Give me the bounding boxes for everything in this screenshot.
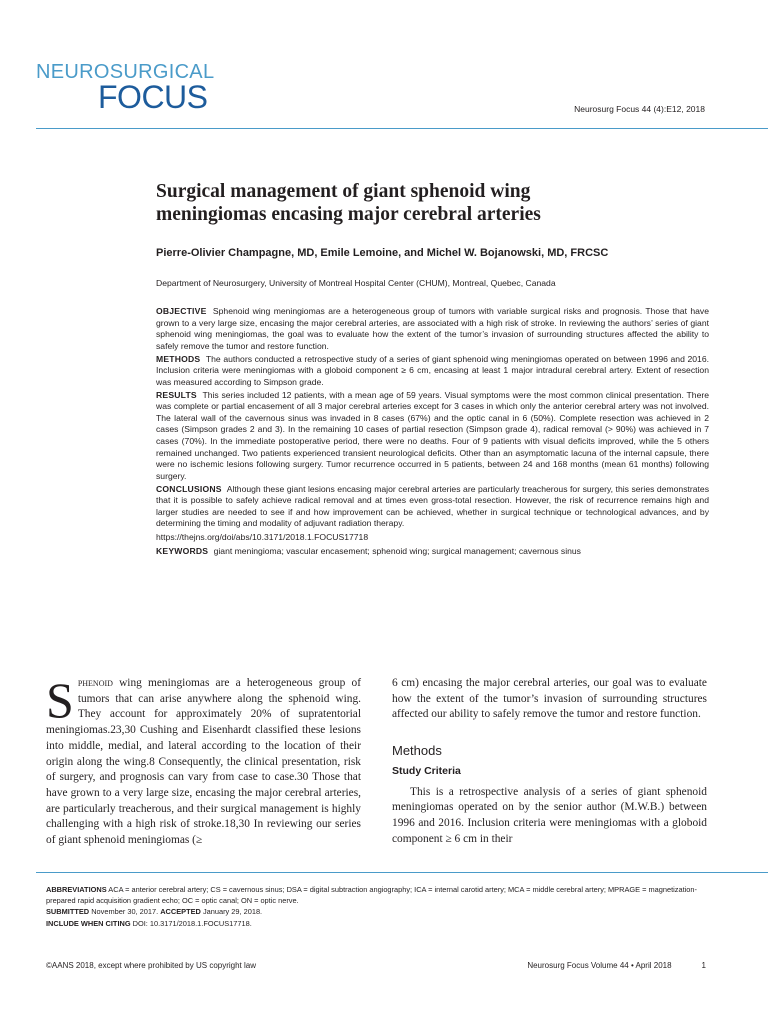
abstract-conclusions-text: Although these giant lesions encasing major cerebral arteries are particularly treacherous for surgery, this series demonstrates that it is possible to safely achieve radical removal and at times even gross-total resection. However, the risk of recurrence remains high and larger studies are needed to see if and how improvement can be achieved, whether in surgical technique or technological advances, and by determining the timing and modality of adjuvant radiation therapy. bbox=[156, 483, 710, 529]
intro-text-left: wing meningiomas are a heterogeneous group of tumors that can arise anywhere along the sphenoid wing. They account for approximately 20% of supratentorial meningiomas.23,30 Cushing and Eisenhardt classified these lesions into middle, medial, and lateral according to the location of their origin along the wing.8 Consequently, the clinical presentation, risk of surgery, and prognosis can vary from case to case.30 Those that have grown to a very large size, encasing the major cerebral arteries, are particularly treacherous, and their surgical management is highly challenging with a high risk of stroke.18,30 In reviewing our series of giant sphenoid meningiomas (≥ bbox=[46, 677, 361, 847]
intro-text-right: 6 cm) encasing the major cerebral arteries, our goal was to evaluate how the extent of the tumor’s invasion of surrounding structures affected our ability to safely remove the tumor and restore function. bbox=[392, 677, 707, 721]
body-column-right bbox=[392, 676, 707, 847]
journal-logo-top: NEUROSURGICAL bbox=[36, 61, 215, 83]
abstract-methods bbox=[156, 354, 709, 389]
journal-citation: Neurosurg Focus 44 (4):E12, 2018 bbox=[574, 104, 705, 114]
methods-heading: Methods bbox=[392, 743, 442, 759]
abstract-objective-label: OBJECTIVE bbox=[156, 306, 207, 316]
journal-logo-bottom: FOCUS bbox=[98, 79, 208, 115]
article-authors: Pierre-Olivier Champagne, MD, Emile Lemoine, and Michel W. Bojanowski, MD, FRCSC bbox=[156, 247, 609, 259]
abbreviations-note bbox=[46, 884, 710, 906]
include-doi: DOI: 10.3171/2018.1.FOCUS17718. bbox=[132, 918, 252, 928]
footer-journal-info bbox=[527, 961, 706, 970]
drop-cap: S bbox=[46, 672, 74, 728]
abstract-conclusions bbox=[156, 484, 709, 530]
keywords-label: KEYWORDS bbox=[156, 546, 209, 557]
abstract-keywords bbox=[156, 546, 709, 558]
doi-link[interactable]: https://thejns.org/doi/abs/10.3171/2018.1.FOCUS17718 bbox=[156, 531, 369, 542]
body-column-left bbox=[46, 672, 361, 849]
accepted-label: ACCEPTED bbox=[160, 907, 201, 917]
intro-lead-smallcaps: phenoid bbox=[77, 677, 113, 689]
submitted-label: SUBMITTED bbox=[46, 907, 90, 917]
study-criteria-heading: Study Criteria bbox=[392, 764, 461, 777]
abstract-conclusions-label: CONCLUSIONS bbox=[156, 483, 222, 494]
abstract-results-text: This series included 12 patients, with a mean age of 59 years. Visual symptoms were the most common clinical presentation. There was complete or partial encasement of all 3 major cerebral arteries except for 3 cases in which only the anterior cerebral artery was not involved. The lateral wall of the cavernous sinus was invaded in 8 cases (67%) and the optic canal in 6 (50%). Complete resection was achieved in 2 cases (Simpson grades 2 and 3). In the remaining 10 cases of partial resection (Simpson grade 4), radical removal (> 90%) was achieved in 7 cases (70%). In the immediate postoperative period, there were no deaths. Four of 9 patients with visual deficits improved, while the 5 others remained unchanged. Two patients experienced transient neurological deficits. Other than an asymptomatic lacuna of the internal capsule, there were no ischemic lesions following surgery. Tumor recurrence occurred in 5 patients, between 24 and 168 months (mean 61 months) following surgery. bbox=[156, 389, 709, 481]
footnote-divider bbox=[36, 872, 768, 873]
abstract-methods-text: The authors conducted a retrospective study of a series of giant sphenoid wing meningiomas operated on between 1996 and 2016. Inclusion criteria were meningiomas with a globoid component ≥ 6 cm, encasing at least 1 major intradural cerebral artery. Extent of resection was measured according to Simpson grade. bbox=[156, 353, 710, 387]
author-affiliation: Department of Neurosurgery, University of Montreal Hospital Center (CHUM), Montreal, Quebec, Canada bbox=[156, 278, 556, 288]
footnotes bbox=[46, 884, 710, 929]
journal-issue: Neurosurg Focus Volume 44 • April 2018 bbox=[527, 961, 672, 970]
article-title: Surgical management of giant sphenoid wing meningiomas encasing major cerebral arteries bbox=[156, 181, 541, 225]
study-criteria-text: This is a retrospective analysis of a series of giant sphenoid meningiomas operated on by the senior author (M.W.B.) between 1996 and 2016. Inclusion criteria were meningiomas with a globoid component ≥ 6 cm in their bbox=[392, 785, 707, 845]
abstract-results bbox=[156, 390, 709, 482]
intro-paragraph bbox=[46, 672, 361, 849]
include-label: INCLUDE WHEN CITING bbox=[46, 918, 131, 928]
abbreviations-text: ACA = anterior cerebral artery; CS = cavernous sinus; DSA = digital subtraction angiography; ICA = internal carotid artery; MCA = middle cerebral artery; MPRAGE = magnetization-prepared rapid acquisition gradient echo; OC = optic canal; ON = optic nerve. bbox=[46, 885, 697, 906]
abbreviations-label: ABBREVIATIONS bbox=[46, 885, 107, 894]
abstract-methods-label: METHODS bbox=[156, 353, 201, 364]
header-divider bbox=[36, 128, 768, 129]
accepted-date: January 29, 2018. bbox=[202, 907, 263, 917]
keywords-text: giant meningioma; vascular encasement; sphenoid wing; surgical management; cavernous sinus bbox=[213, 546, 581, 557]
abstract-results-label: RESULTS bbox=[156, 389, 197, 400]
citation-note bbox=[46, 918, 710, 929]
dates-note bbox=[46, 906, 710, 917]
copyright-line: ©AANS 2018, except where prohibited by US copyright law bbox=[46, 961, 257, 970]
abstract bbox=[156, 306, 709, 559]
submitted-date: November 30, 2017. bbox=[91, 907, 159, 917]
abstract-objective bbox=[156, 306, 709, 352]
journal-logo bbox=[36, 61, 236, 115]
page-number: 1 bbox=[701, 961, 706, 970]
abstract-objective-text: Sphenoid wing meningiomas are a heterogeneous group of tumors with variable surgical risks and prognosis. Those that have grown to a very large size, encasing the major cerebral arteries, are associated with a high risk of stroke. In reviewing the authors’ series of giant sphenoid wing meningiomas, the goal was to evaluate how the extent of the tumor’s invasion of surrounding structures affected the ability to safely remove the tumor and restore function. bbox=[156, 306, 710, 351]
